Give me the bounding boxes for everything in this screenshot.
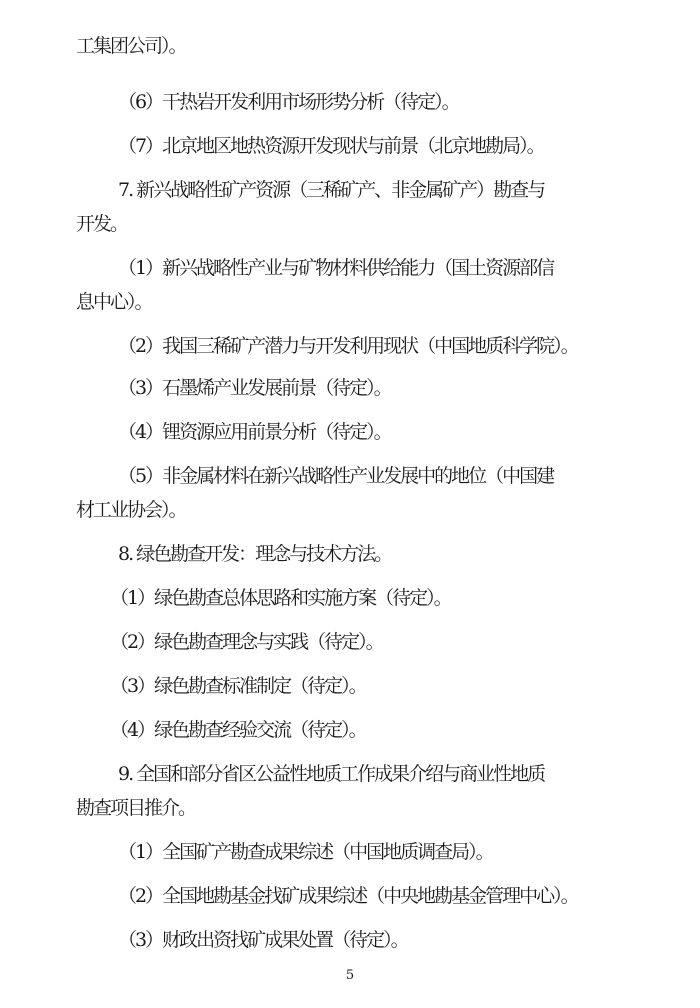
text-line: （2）绿色勘查理念与实践（待定）。 <box>110 631 383 653</box>
text-line: 开发。 <box>76 213 128 235</box>
text-line: （4）锂资源应用前景分析（待定）。 <box>118 421 391 443</box>
text-line: 9. 全国和部分省区公益性地质工作成果介绍与商业性地质 <box>118 763 545 785</box>
text-line: （5）非金属材料在新兴战略性产业发展中的地位（中国建 <box>118 465 554 487</box>
text-line: （1）新兴战略性产业与矿物材料供给能力（国土资源部信 <box>118 257 554 279</box>
text-line: （3）财政出资找矿成果处置（待定）。 <box>118 929 408 951</box>
text-line: （1）绿色勘查总体思路和实施方案（待定）。 <box>110 587 451 609</box>
page-number: 5 <box>345 968 355 983</box>
text-line: （7）北京地区地热资源开发现状与前景（北京地勘局）。 <box>118 135 544 157</box>
text-line: （3）石墨烯产业发展前景（待定）。 <box>118 377 391 399</box>
text-line: 材工业协会）。 <box>76 499 186 521</box>
text-line: （3）绿色勘查标准制定（待定）。 <box>110 675 366 697</box>
text-line: （2）全国地勘基金找矿成果综述（中央地勘基金管理中心）。 <box>118 885 578 907</box>
text-line: （4）绿色勘查经验交流（待定）。 <box>110 719 366 741</box>
text-line: 8. 绿色勘查开发：理念与技术方法。 <box>118 543 392 565</box>
text-line: 7. 新兴战略性矿产资源（三稀矿产、非金属矿产）勘查与 <box>118 179 545 201</box>
text-line: 勘查项目推介。 <box>76 797 196 819</box>
text-line: （1）全国矿产勘查成果综述（中国地质调查局）。 <box>118 841 493 863</box>
text-line: 息中心）。 <box>76 291 152 313</box>
text-line: 工集团公司）。 <box>76 35 186 57</box>
text-line: （2）我国三稀矿产潜力与开发利用现状（中国地质科学院）。 <box>118 335 578 357</box>
text-line: （6）干热岩开发利用市场形势分析（待定）。 <box>118 91 459 113</box>
